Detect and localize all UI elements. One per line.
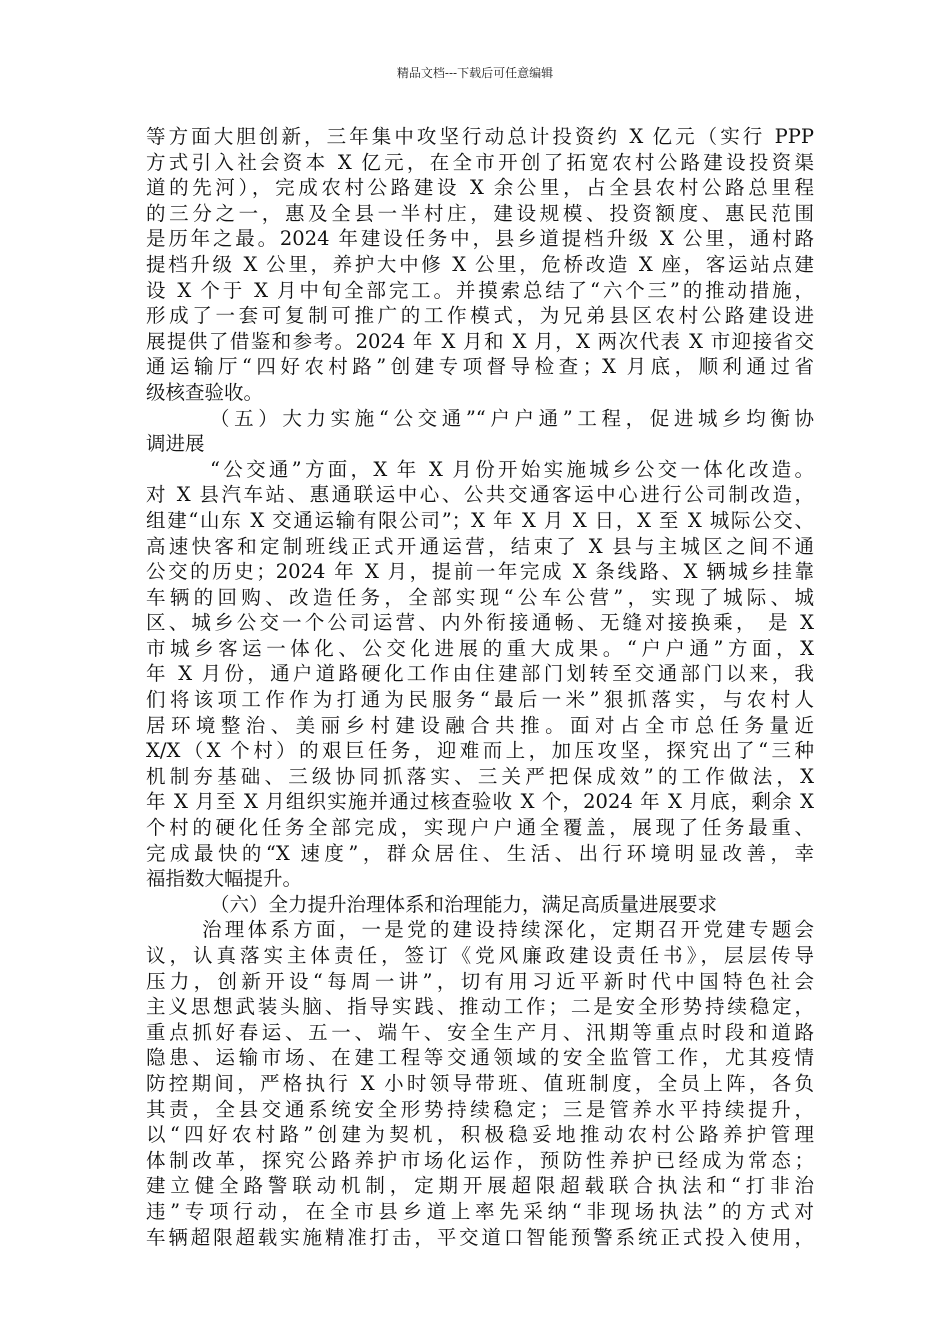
body-line: X/X（X 个村）的艰巨任务，迎难而上，加压攻坚，探究出了“三种 bbox=[146, 739, 814, 763]
body-line: 高速快客和定制班线正式开通运营，结束了 X 县与主城区之间不通 bbox=[146, 534, 814, 558]
body-line: 公交的历史；2024 年 X 月，提前一年完成 X 条线路、X 辆城乡挂靠 bbox=[146, 560, 814, 584]
body-line: 对 X 县汽车站、惠通联运中心、公共交通客运中心进行公司制改造， bbox=[146, 483, 814, 507]
body-line: 完成最快的“X 速度”，群众居住、生活、出行环境明显改善，幸 bbox=[146, 841, 814, 865]
body-line: 建立健全路警联动机制，定期开展超限超载联合执法和“打非治 bbox=[146, 1174, 814, 1198]
body-line: 设 X 个于 X 月中旬全部完工。并摸索总结了“六个三”的推动措施， bbox=[146, 278, 814, 302]
body-line: 方式引入社会资本 X 亿元，在全市开创了拓宽农村公路建设投资渠 bbox=[146, 150, 814, 174]
section-heading: 调进展 bbox=[146, 432, 205, 456]
body-line: 提档升级 X 公里，养护大中修 X 公里，危桥改造 X 座，客运站点建 bbox=[146, 252, 814, 276]
section-heading: （五）大力实施“公交通”“户户通”工程，促进城乡均衡协 bbox=[210, 406, 814, 430]
body-line: 区、城乡公交一个公司运营、内外衔接通畅、无缝对接换乘， 是 X bbox=[146, 611, 814, 635]
body-line: 主义思想武装头脑、指导实践、推动工作；二是安全形势持续稳定， bbox=[146, 995, 814, 1019]
body-line: 违”专项行动，在全市县乡道上率先采纳“非现场执法”的方式对 bbox=[146, 1199, 814, 1223]
body-line: 压力，创新开设“每周一讲”，切有用习近平新时代中国特色社会 bbox=[146, 969, 814, 993]
body-line: 个村的硬化任务全部完成，实现户户通全覆盖，展现了任务最重、 bbox=[146, 816, 814, 840]
body-line: 机制夯基础、三级协同抓落实、三关严把保成效”的工作做法，X bbox=[146, 764, 814, 788]
body-line: 福指数大幅提升。 bbox=[146, 867, 303, 891]
paragraph-start: 治理体系方面，一是党的建设持续深化，定期召开党建专题会 bbox=[202, 918, 814, 942]
body-line: 车辆超限超载实施精准打击，平交道口智能预警系统正式投入使用， bbox=[146, 1225, 814, 1249]
body-line: 通运输厅“四好农村路”创建专项督导检查；X 月底，顺利通过省 bbox=[146, 355, 814, 379]
body-line: 道的先河），完成农村公路建设 X 余公里，占全县农村公路总里程 bbox=[146, 176, 814, 200]
body-line: 级核查验收。 bbox=[146, 380, 264, 404]
body-line: 体制改革，探究公路养护市场化运作，预防性养护已经成为常态； bbox=[146, 1148, 814, 1172]
body-line: 市城乡客运一体化、公交化进展的重大成果。“户户通”方面，X bbox=[146, 636, 814, 660]
paragraph-start: “公交通”方面，X 年 X 月份开始实施城乡公交一体化改造。 bbox=[210, 457, 814, 481]
body-line: 形成了一套可复制可推广的工作模式，为兄弟县区农村公路建设进 bbox=[146, 304, 814, 328]
section-heading: （六）全力提升治理体系和治理能力，满足高质量进展要求 bbox=[210, 892, 718, 916]
body-line: 重点抓好春运、五一、端午、安全生产月、汛期等重点时段和道路 bbox=[146, 1020, 814, 1044]
body-line: 议，认真落实主体责任，签订《党风廉政建设责任书》，层层传导 bbox=[146, 944, 814, 967]
body-line: 的三分之一，惠及全县一半村庄，建设规模、投资额度、惠民范围 bbox=[146, 201, 814, 225]
body-line: 其责，全县交通系统安全形势持续稳定；三是管养水平持续提升， bbox=[146, 1097, 814, 1121]
body-line: 隐患、运输市场、在建工程等交通领域的安全监管工作，尤其疫情 bbox=[146, 1046, 814, 1070]
body-line: 们将该项工作作为打通为民服务“最后一米”狠抓落实，与农村人 bbox=[146, 688, 814, 712]
body-line: 居环境整治、美丽乡村建设融合共推。面对占全市总任务量近 bbox=[146, 713, 814, 737]
body-line: 防控期间，严格执行 X 小时领导带班、值班制度，全员上阵，各负 bbox=[146, 1071, 814, 1095]
body-line: 组建“山东 X 交通运输有限公司”；X 年 X 月 X 日，X 至 X 城际公交、 bbox=[146, 508, 814, 532]
document-body bbox=[146, 124, 814, 1250]
body-line: 年 X 月至 X 月组织实施并通过核查验收 X 个，2024 年 X 月底，剩余 X bbox=[146, 790, 814, 814]
body-line: 车辆的回购、改造任务，全部实现“公车公营”，实现了城际、城 bbox=[146, 585, 814, 609]
body-line: 是历年之最。2024 年建设任务中，县乡道提档升级 X 公里，通村路 bbox=[146, 227, 814, 251]
body-line: 展提供了借鉴和参考。2024 年 X 月和 X 月，X 两次代表 X 市迎接省交 bbox=[146, 329, 814, 353]
body-line: 等方面大胆创新，三年集中攻坚行动总计投资约 X 亿元（实行 PPP bbox=[146, 125, 814, 148]
body-line: 年 X 月份，通户道路硬化工作由住建部门划转至交通部门以来，我 bbox=[146, 662, 814, 686]
body-line: 以“四好农村路”创建为契机，积极稳妥地推动农村公路养护管理 bbox=[146, 1123, 814, 1147]
page-header: 精品文档---下载后可任意编辑 bbox=[396, 66, 554, 80]
